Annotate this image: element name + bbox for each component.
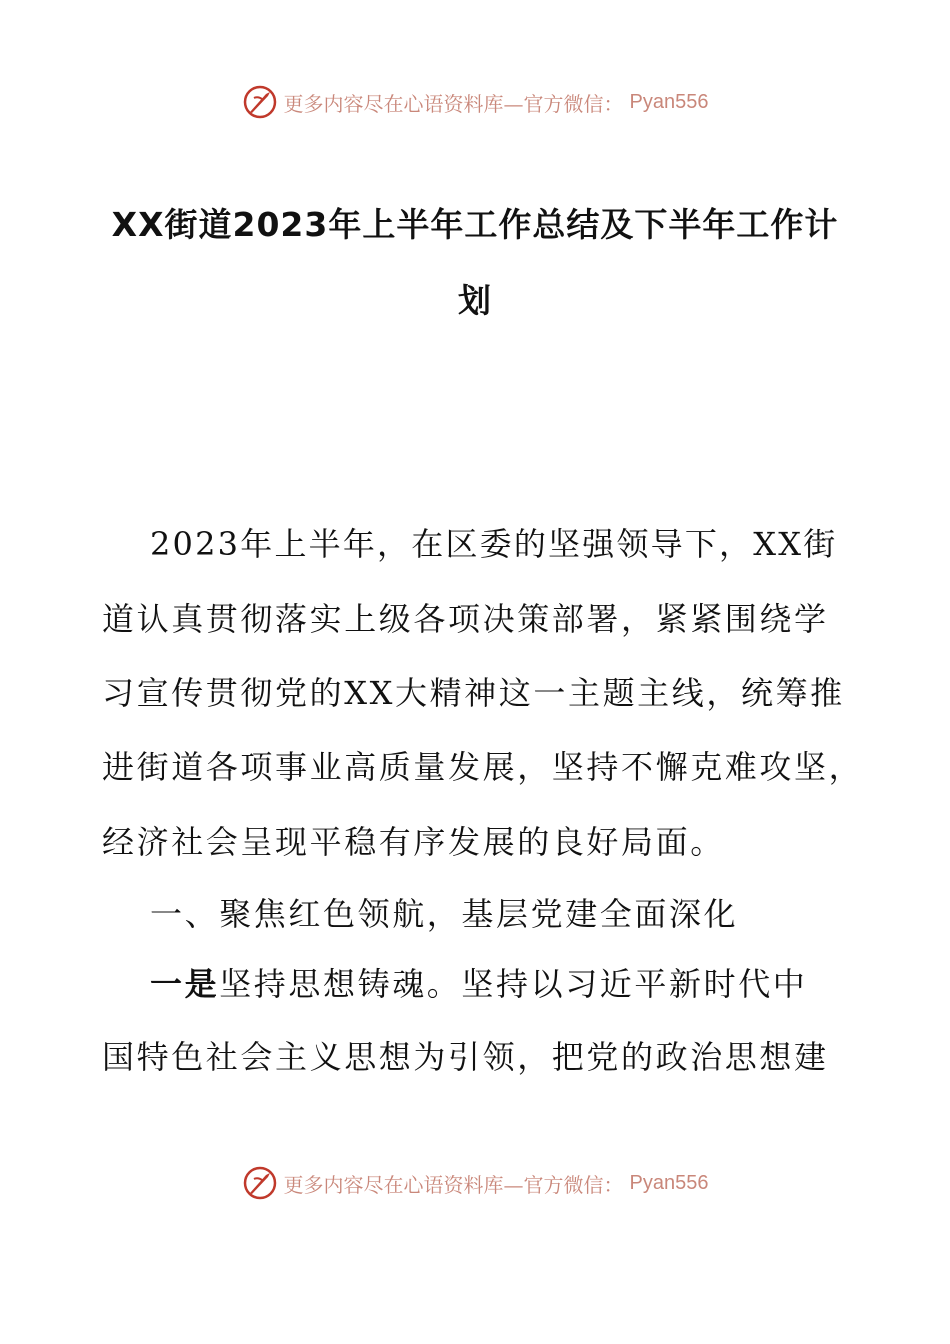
paragraph-1-line-5: 经济社会呈现平稳有序发展的良好局面。 xyxy=(102,823,725,861)
paragraph-2-line-1 xyxy=(150,965,850,1003)
watermark-text: 更多内容尽在心语资料库—官方微信： xyxy=(283,1172,624,1197)
document-title-line-1: XX街道2023年上半年工作总结及下半年工作计 xyxy=(111,205,839,244)
header-watermark xyxy=(0,82,950,122)
paragraph-1-line-2: 道认真贯彻落实上级各项决策部署，紧紧围绕学 xyxy=(102,600,829,638)
watermark-text: 更多内容尽在心语资料库—官方微信： xyxy=(283,91,624,116)
watermark-handle: Pyan556 xyxy=(629,1171,709,1194)
paragraph-1-line-4: 进街道各项事业高质量发展，坚持不懈克难攻坚， xyxy=(102,748,864,786)
paragraph-1-line-1: 2023年上半年，在区委的坚强领导下，XX街 xyxy=(150,525,838,563)
paragraph-1-line-3: 习宣传贯彻党的XX大精神这一主题主线，统筹推 xyxy=(102,674,845,712)
document-title-line-2: 划 xyxy=(458,281,492,320)
paragraph-2-line-2: 国特色社会主义思想为引领，把党的政治思想建 xyxy=(102,1038,829,1076)
watermark-handle: Pyan556 xyxy=(629,90,709,113)
paragraph-2-line-1-text: 坚持思想铸魂。坚持以习近平新时代中 xyxy=(219,965,808,1003)
section-heading-1: 一、聚焦红色领航，基层党建全面深化 xyxy=(150,895,739,933)
footer-watermark xyxy=(0,1163,950,1203)
quill-logo-icon xyxy=(242,84,278,120)
quill-logo-icon xyxy=(242,1165,278,1201)
paragraph-2-lead: 一是 xyxy=(150,965,220,1003)
